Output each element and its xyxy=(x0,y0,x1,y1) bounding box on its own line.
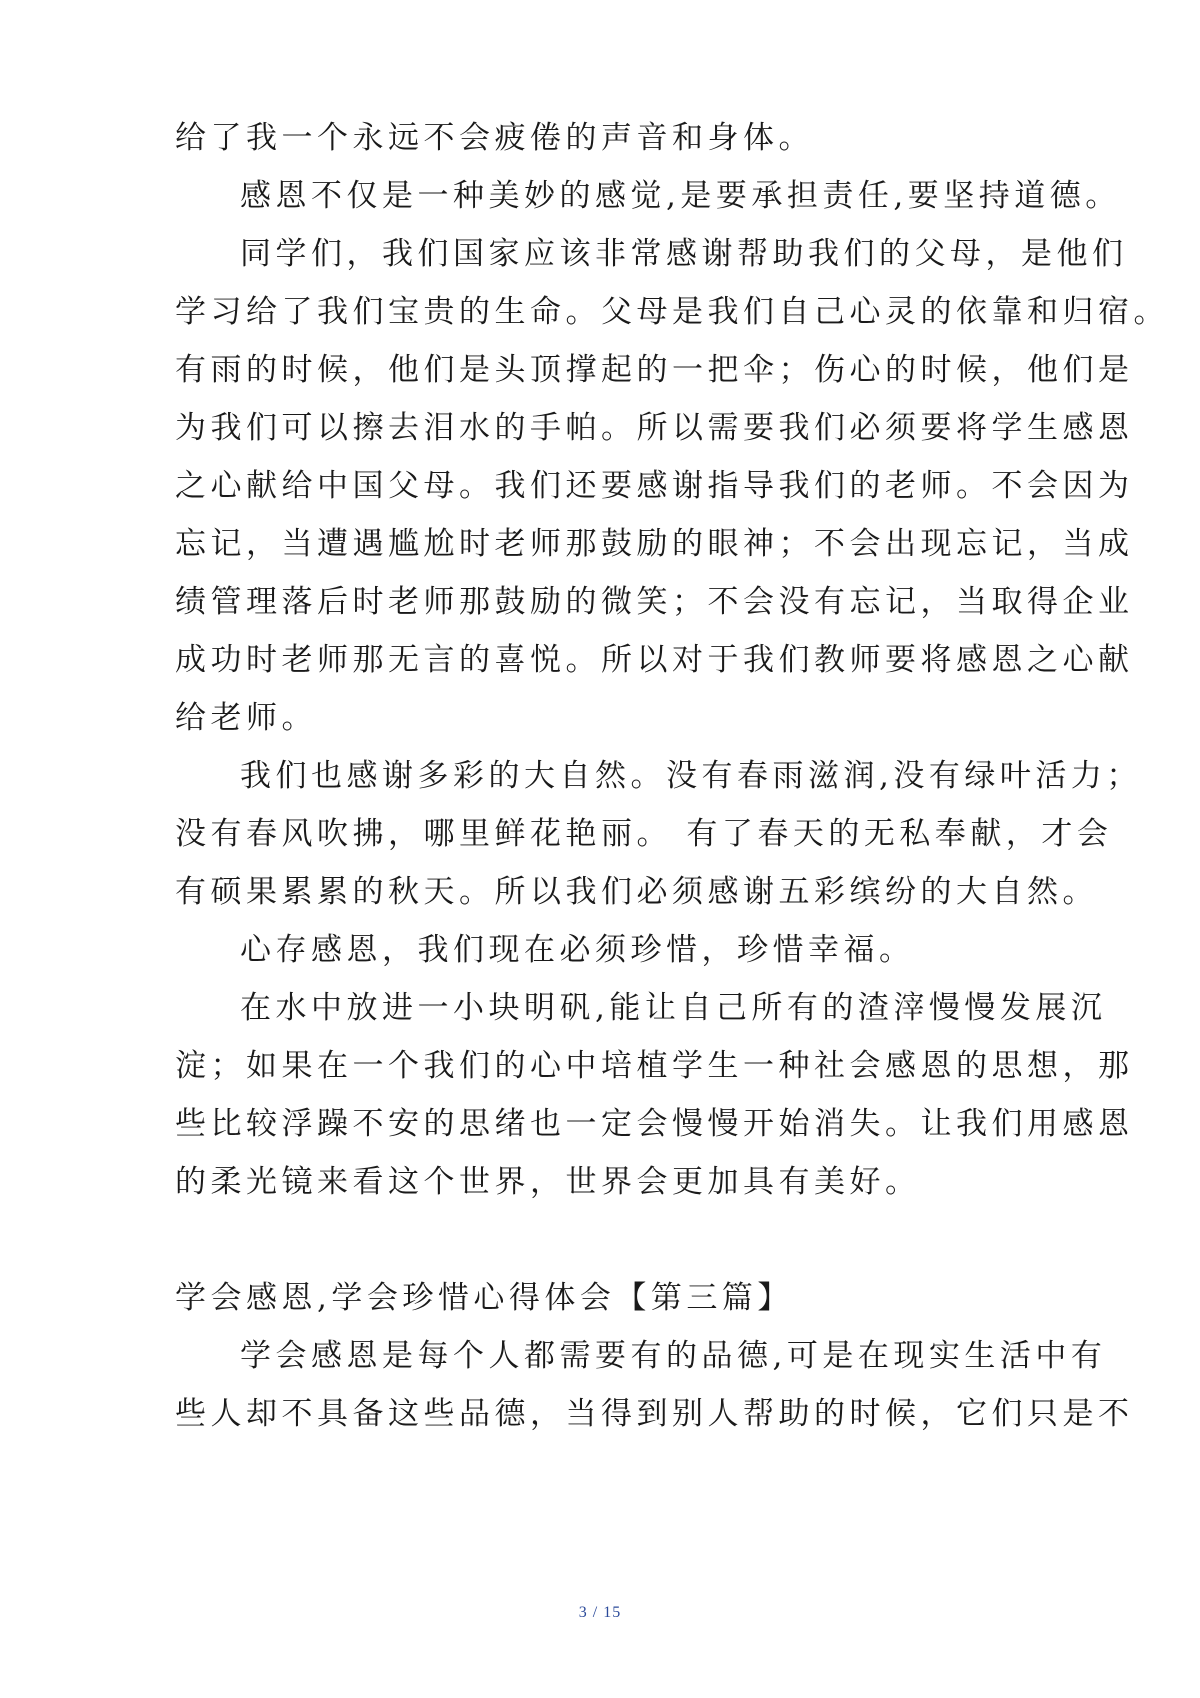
section-heading: 学会感恩,学会珍惜心得体会【第三篇】 xyxy=(175,1280,793,1316)
text-line: 的柔光镜来看这个世界，世界会更加具有美好。 xyxy=(175,1164,921,1200)
text-line: 给老师。 xyxy=(175,700,317,736)
text-line: 心存感恩，我们现在必须珍惜，珍惜幸福。 xyxy=(240,932,915,968)
page-number: 3 / 15 xyxy=(578,1604,622,1621)
text-line: 同学们，我们国家应该非常感谢帮助我们的父母，是他们 xyxy=(240,236,1128,272)
text-line: 有硕果累累的秋天。所以我们必须感谢五彩缤纷的大自然。 xyxy=(175,874,1098,910)
text-line: 没有春风吹拂，哪里鲜花艳丽。 有了春天的无私奉献，才会 xyxy=(175,816,1113,852)
text-line: 忘记，当遭遇尴尬时老师那鼓励的眼神；不会出现忘记，当成 xyxy=(175,526,1134,562)
text-line: 感恩不仅是一种美妙的感觉,是要承担责任,要坚持道德。 xyxy=(240,178,1121,214)
text-line: 我们也感谢多彩的大自然。没有春雨滋润,没有绿叶活力； xyxy=(240,758,1142,794)
text-line: 之心献给中国父母。我们还要感谢指导我们的老师。不会因为 xyxy=(175,468,1134,504)
text-line: 些比较浮躁不安的思绪也一定会慢慢开始消失。让我们用感恩 xyxy=(175,1106,1134,1142)
text-line: 些人却不具备这些品德，当得到别人帮助的时候，它们只是不 xyxy=(175,1396,1134,1432)
text-line: 绩管理落后时老师那鼓励的微笑；不会没有忘记，当取得企业 xyxy=(175,584,1134,620)
text-line: 学会感恩是每个人都需要有的品德,可是在现实生活中有 xyxy=(240,1338,1107,1374)
text-line: 在水中放进一小块明矾,能让自己所有的渣滓慢慢发展沉 xyxy=(240,990,1107,1026)
text-line: 给了我一个永远不会疲倦的声音和身体。 xyxy=(175,120,814,156)
text-line: 学习给了我们宝贵的生命。父母是我们自己心灵的依靠和归宿。 xyxy=(175,294,1169,330)
text-line: 淀；如果在一个我们的心中培植学生一种社会感恩的思想，那 xyxy=(175,1048,1134,1084)
text-line: 成功时老师那无言的喜悦。所以对于我们教师要将感恩之心献 xyxy=(175,642,1134,678)
text-line: 为我们可以擦去泪水的手帕。所以需要我们必须要将学生感恩 xyxy=(175,410,1134,446)
text-line: 有雨的时候，他们是头顶撑起的一把伞；伤心的时候，他们是 xyxy=(175,352,1134,388)
